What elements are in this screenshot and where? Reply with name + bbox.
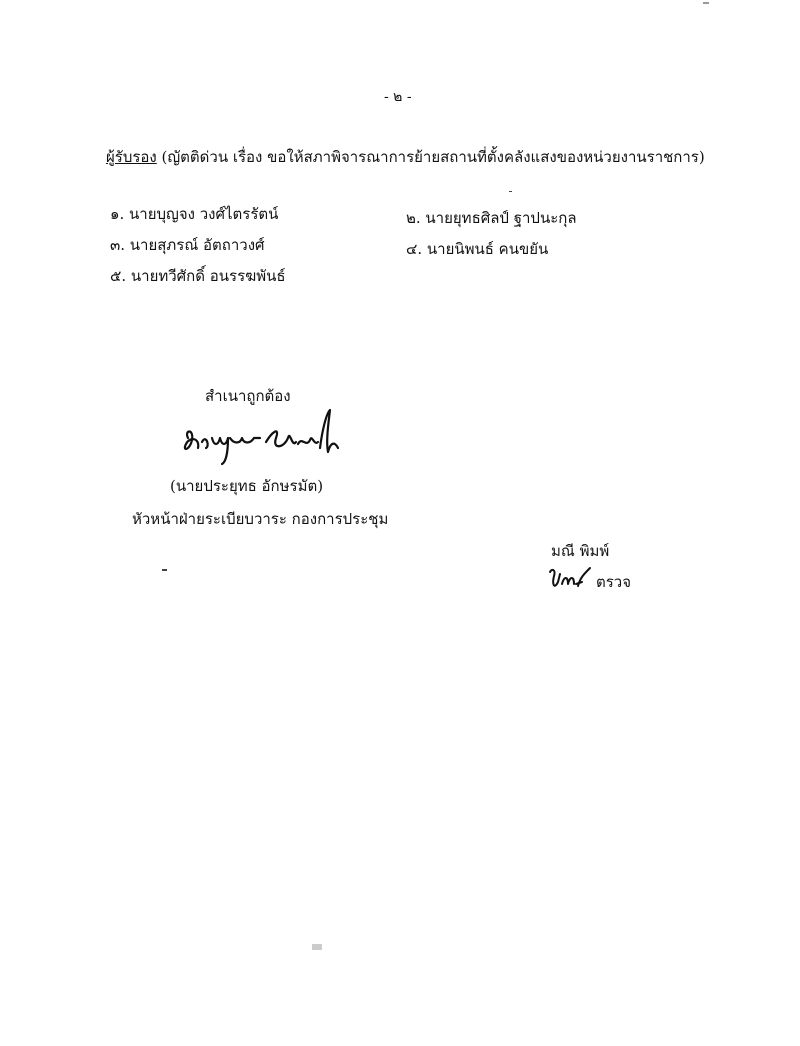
scan-speck (509, 191, 512, 192)
endorsers-label: ผู้รับรอง (106, 148, 157, 166)
scan-speck (162, 569, 167, 571)
endorser-5: ๕. นายทวีศักดิ์ อนรรฆพันธ์ (110, 267, 286, 285)
page-number: - ๒ - (384, 89, 412, 105)
scan-speck (312, 944, 322, 950)
signatory-position: หัวหน้าฝ่ายระเบียบวาระ กองการประชุม (132, 510, 389, 528)
checked-label: ตรวจ (596, 573, 632, 591)
scan-speck (703, 2, 709, 4)
signature-image (176, 408, 346, 468)
endorsers-heading (106, 148, 705, 166)
endorser-3: ๓. นายสุภรณ์ อัตถาวงศ์ (110, 236, 265, 254)
endorser-1: ๑. นายบุญจง วงศ์ไตรรัตน์ (110, 205, 279, 223)
endorser-2: ๒. นายยุทธศิลป์ ฐาปนะกุล (406, 209, 577, 227)
certified-copy-title: สำเนาถูกต้อง (205, 387, 291, 405)
typist-names: มณี พิมพ์ (551, 542, 610, 560)
endorser-4: ๔. นายนิพนธ์ คนขยัน (406, 240, 549, 258)
checker-initials-image (546, 564, 594, 594)
signatory-name: (นายประยุทธ อักษรมัต) (170, 477, 324, 495)
motion-subject: (ญัตติด่วน เรื่อง ขอให้สภาพิจารณาการย้ายสถานที่ตั้งคลังแสงของหน่วยงานราชการ) (161, 148, 705, 166)
